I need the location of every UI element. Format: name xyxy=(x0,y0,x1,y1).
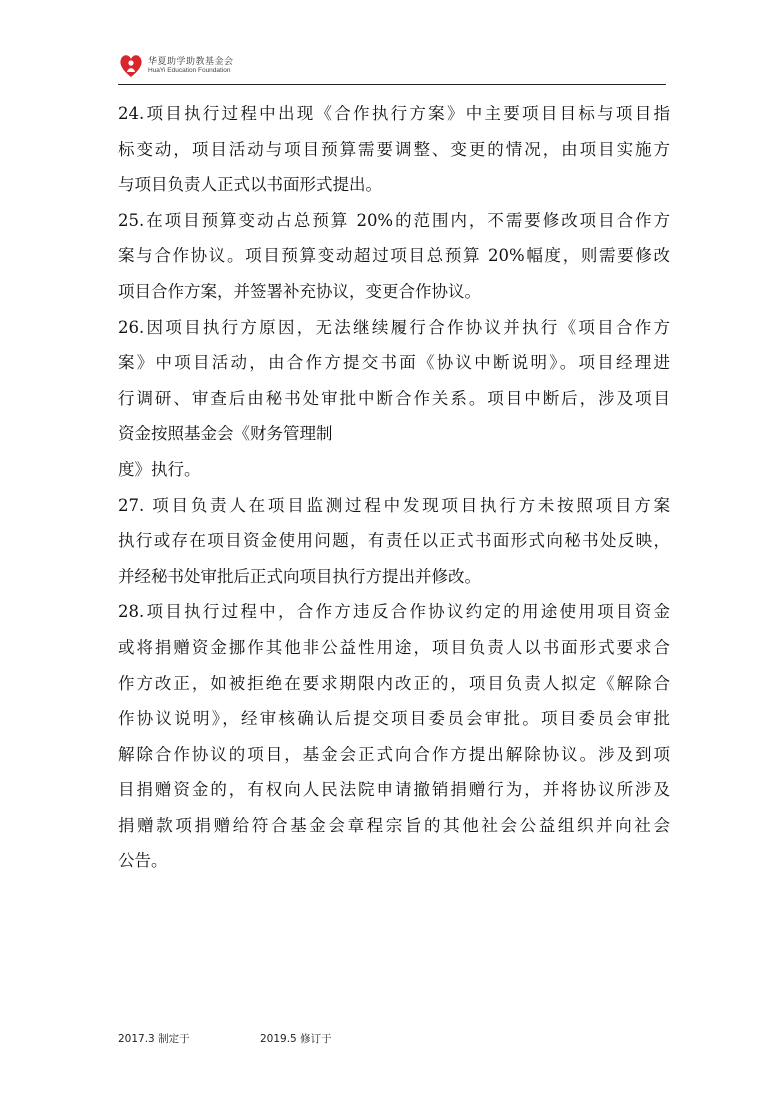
text-line: 作协议说明》，经审核确认后提交项目委员会审批。项目委员会审批 xyxy=(118,709,670,729)
text-line: 26.因项目执行方原因，无法继续履行合作协议并执行《项目合作方 xyxy=(118,317,670,337)
text-line: 解除合作协议的项目，基金会正式向合作方提出解除协议。涉及到项 xyxy=(118,744,670,764)
revised-date: 2019.5 修订于 xyxy=(260,1033,332,1045)
org-name-en: HuaYi Education Foundation xyxy=(148,67,231,74)
enacted-date: 2017.3 制定于 xyxy=(118,1033,190,1045)
text-line: 执行或存在项目资金使用问题，有责任以正式书面形式向秘书处反映， xyxy=(118,531,670,551)
text-line: 项目合作方案，并签署补充协议，变更合作协议。 xyxy=(118,281,481,301)
text-line: 标变动，项目活动与项目预算需要调整、变更的情况，由项目实施方 xyxy=(118,139,670,159)
text-line: 案与合作协议。项目预算变动超过项目总预算 20%幅度，则需要修改 xyxy=(118,246,670,266)
org-name-cn: 华夏助学助教基金会 xyxy=(148,57,234,67)
text-line: 与项目负责人正式以书面形式提出。 xyxy=(118,175,382,195)
text-line: 25.在项目预算变动占总预算 20%的范围内，不需要修改项目合作方 xyxy=(118,210,670,230)
text-line: 27. 项目负责人在项目监测过程中发现项目执行方未按照项目方案 xyxy=(118,495,670,515)
text-line: 公告。 xyxy=(118,851,168,871)
header-divider xyxy=(118,84,666,85)
text-line: 并经秘书处审批后正式向项目执行方提出并修改。 xyxy=(118,566,481,586)
text-line: 资金按照基金会《财务管理制 xyxy=(118,424,333,444)
text-line: 行调研、审查后由秘书处审批中断合作关系。项目中断后，涉及项目 xyxy=(118,388,670,408)
text-line: 24.项目执行过程中出现《合作执行方案》中主要项目目标与项目指 xyxy=(118,104,670,123)
text-line: 案》中项目活动，由合作方提交书面《协议中断说明》。项目经理进 xyxy=(118,353,670,373)
text-line: 作方改正，如被拒绝在要求期限内改正的，项目负责人拟定《解除合 xyxy=(118,673,670,693)
heart-figure-logo-icon xyxy=(118,52,144,80)
text-line: 捐赠款项捐赠给符合基金会章程宗旨的其他社会公益组织并向社会 xyxy=(118,815,670,835)
document-body xyxy=(118,96,670,879)
text-line: 目捐赠资金的，有权向人民法院申请撤销捐赠行为，并将协议所涉及 xyxy=(118,780,670,800)
text-line: 或将捐赠资金挪作其他非公益性用途，项目负责人以书面形式要求合 xyxy=(118,637,670,657)
page-header xyxy=(118,52,666,86)
text-line: 28.项目执行过程中，合作方违反合作协议约定的用途使用项目资金 xyxy=(118,602,670,622)
text-line: 度》执行。 xyxy=(118,459,201,479)
